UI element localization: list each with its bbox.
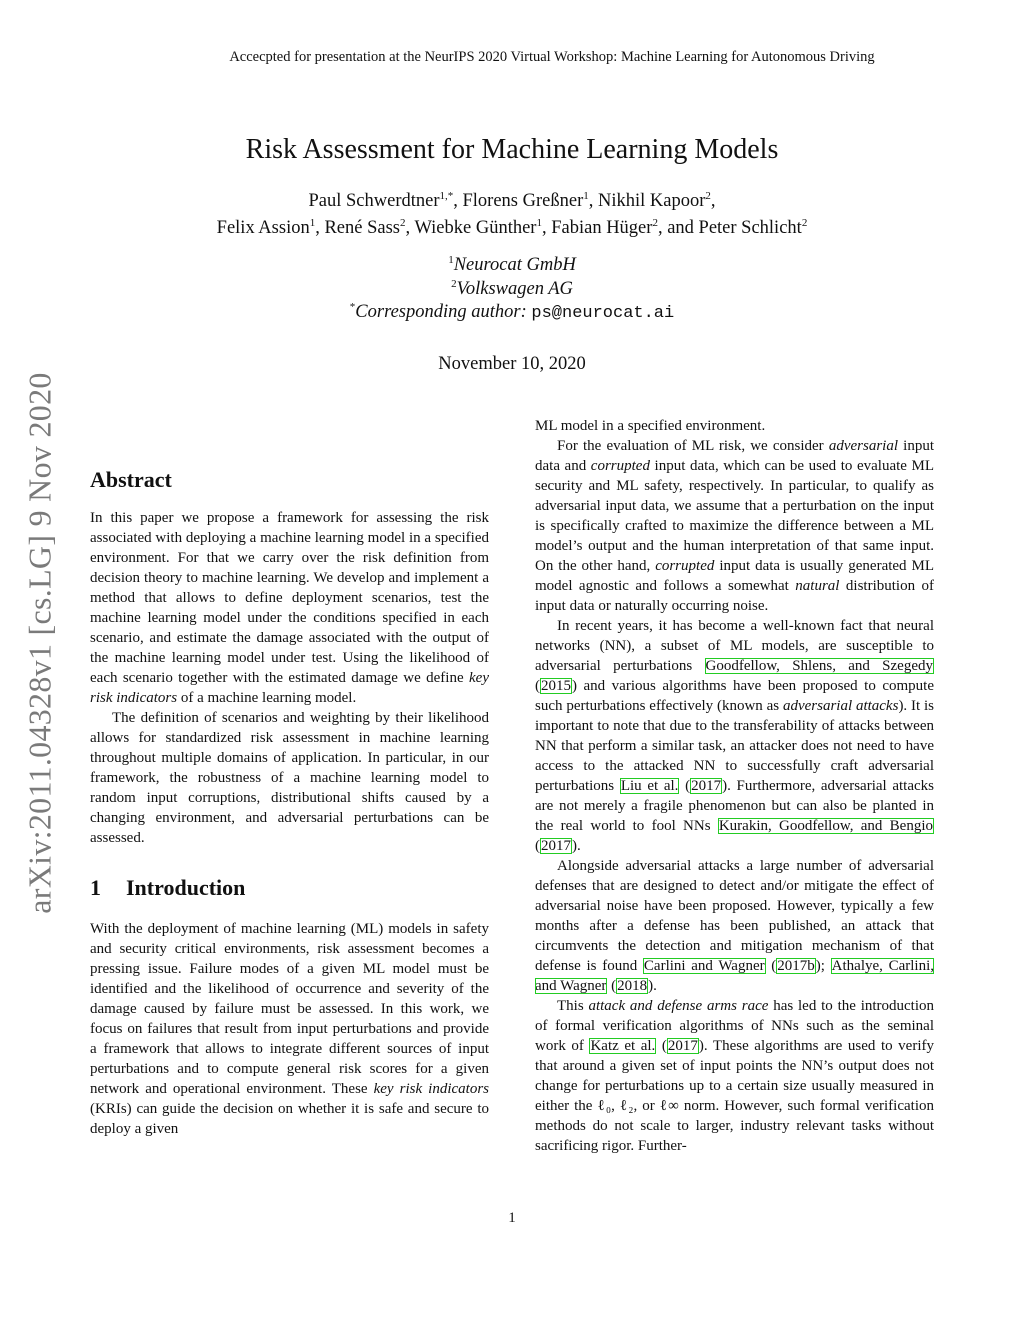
author-affil-sup: 1 <box>536 216 542 229</box>
author-list <box>0 188 1024 242</box>
affiliations <box>0 254 1024 326</box>
section-number: 1 <box>90 875 101 900</box>
abstract-heading: Abstract <box>90 467 172 492</box>
author-line-1 <box>0 188 1024 215</box>
citation-year-link[interactable]: 2017 <box>667 1038 698 1054</box>
emphasis: attack and defense arms race <box>588 998 769 1014</box>
emphasis: corrupted <box>655 558 715 574</box>
author-name: Paul Schwerdtner <box>308 191 440 211</box>
author-affil-sup: 1 <box>309 216 316 229</box>
author-affil-sup: 1,* <box>439 189 454 202</box>
affil-sup: 1 <box>448 253 454 266</box>
citation-year-link[interactable]: 2017 <box>541 838 571 854</box>
emphasis: key risk indicators <box>90 670 489 706</box>
text-run: (KRIs) can guide the decision on whether it is safe and secure to deploy a given <box>90 1101 489 1137</box>
author-sep: , <box>405 218 415 238</box>
paper-title: Risk Assessment for Machine Learning Models <box>245 134 779 165</box>
abstract-paragraph-2: The definition of scenarios and weighting by their likelihood allows for standardized risk assessment in machine learning throughout multiple domains of application. In particular, in our framework, the robustness of a machine learning model to random input corruptions, distributional shifts caused by a changing environment, and adversarial perturbations can be assessed. <box>90 710 489 846</box>
author-sep: , <box>453 191 463 211</box>
intro-heading <box>90 874 489 902</box>
continued-paragraph: ML model in a specified environment. <box>535 418 766 434</box>
author-affil-sup: 2 <box>705 189 711 202</box>
text-run: and various algorithms have been proposed to compute such perturbations effectively (known as <box>535 678 934 714</box>
email-link[interactable]: ps@neurocat.ai <box>531 304 675 323</box>
text-run: input data is usually generated ML model agnostic and follows a somewhat <box>535 558 935 594</box>
emphasis: adversarial <box>828 438 899 454</box>
text-run: distribution of input data or naturally occurring noise. <box>535 578 935 614</box>
emphasis: corrupted <box>590 458 650 474</box>
paper-date: November 10, 2020 <box>438 354 586 374</box>
affil-sup: 2 <box>451 277 457 290</box>
text-run: Alongside adversarial attacks a large number of adversarial defenses that are designed to detect and/or mitigate the effect of adversarial noise have been proposed. However, typically a few months after a defense has been published, an attack that circumvents the detection and mitigation mechanism of that defense is found <box>535 858 934 974</box>
citation-link[interactable]: Liu et al. <box>620 778 679 794</box>
author-sep: , <box>315 218 325 238</box>
author-sep: , <box>710 191 716 211</box>
arxiv-stamp <box>18 355 62 930</box>
citation-link[interactable]: Goodfellow, Shlens, and Szegedy <box>705 658 933 674</box>
author-affil-sup: 2 <box>400 216 406 229</box>
paragraph-adversarial: In recent years, it has become a well-known fact that neural networks (NN), a subset of ML models, are susceptible to adversarial perturbations Goodfellow, Shlens, and Szegedy (2015) and various algorithms have been proposed to compute such perturbations effectively (known as adversarial attacks). It is important to note that due to the transferability of attacks between NN that perform a similar task, an attacker does not need to have access to the attacked NN to successfully craft adversarial perturbations Liu et al. (2017). Furthermore, adversarial attacks are not merely a fragile phenomenon but can also be planted in the real world to fool NNs Kurakin, Goodfellow, and Bengio (2017). <box>535 618 935 854</box>
author-name: Felix Assion <box>216 218 310 238</box>
affil-name: Neurocat GmbH <box>453 255 576 275</box>
author-line-2 <box>0 215 1024 242</box>
citation-link[interactable]: Athalye, Carlini, and Wagner <box>535 958 935 994</box>
author-affil-sup: 2 <box>801 216 808 229</box>
author-name: Florens Greßner <box>462 191 584 211</box>
author-sep: , <box>541 218 552 238</box>
citation-year-link[interactable]: 2015 <box>541 678 571 694</box>
affiliation-2 <box>0 278 1024 302</box>
page-number: 1 <box>508 1210 516 1226</box>
corresponding-label: Corresponding author: <box>355 302 527 322</box>
text-run: For the evaluation of ML risk, we consider <box>557 438 824 454</box>
affiliation-1 <box>0 254 1024 278</box>
author-name: Peter Schlicht <box>698 218 802 238</box>
citation-year-link[interactable]: 2018 <box>617 978 648 994</box>
section-title: Introduction <box>126 875 246 900</box>
text-run: ; <box>820 958 825 974</box>
author-name: Wiebke Günther <box>414 218 537 238</box>
citation-link[interactable]: Kurakin, Goodfellow, and Bengio <box>718 818 933 834</box>
text-run: of a machine learning model. <box>180 690 357 706</box>
text-run: . <box>653 978 657 994</box>
citation-year-link[interactable]: 2017 <box>691 778 722 794</box>
citation-year-link[interactable]: 2017b <box>777 958 815 974</box>
left-column <box>90 460 489 1139</box>
author-sep: , <box>588 191 598 211</box>
emphasis: key risk indicators <box>373 1081 490 1097</box>
paragraph-risk-eval <box>535 436 934 616</box>
text-run: has led to the introduction of formal verification algorithms of NNs such as the seminal work of <box>535 998 935 1054</box>
text-run: This <box>557 998 584 1014</box>
author-name: Nikhil Kapoor <box>597 191 706 211</box>
emphasis: natural <box>795 578 840 594</box>
text-run: With the deployment of machine learning (ML) models in safety and security critical environments, risk assessment becomes a pressing issue. Failure modes of a given ML model must be identified and the likelihood of occurrence and severity of the damage caused by failure must be assessed. In this work, we focus on failures that result from input perturbations and provide a framework that allows to integrate different sources of input perturbations and to compute general risk scores for a given network and operational environment. These <box>90 921 489 1097</box>
venue-header: Accecpted for presentation at the NeurIPS 2020 Virtual Workshop: Machine Learning for Autonomous Driving <box>229 49 875 65</box>
text-run: In this paper we propose a framework for assessing the risk associated with deploying a machine learning model in a specified environment. For that we carry over the risk definition from decision theory to machine learning. We develop and implement a method that allows to define deployment scenarios, test the machine learning model under the conditions specified in each scenario, and estimate the damage associated with the output of the machine learning model under test. Using the likelihood of each scenario together with the estimated damage we define <box>90 510 489 686</box>
author-affil-sup: 2 <box>652 216 658 229</box>
abstract-paragraph-1 <box>90 508 489 708</box>
author-name: Fabian Hüger <box>551 218 653 238</box>
paragraph-verification: This attack and defense arms race has led to the introduction of formal verification algorithms of NNs such as the seminal work of Katz et al. (2017). These algorithms are used to verify that around a given set of input points the NN’s output does not change for perturbations up to a certain size usually measured in either the ℓ₀, ℓ₂, or ℓ∞ norm. However, such formal verification methods do not scale to larger, industry relevant tasks without sacrificing rigor. Further- <box>535 998 935 1154</box>
intro-paragraph-1 <box>90 919 489 1139</box>
affil-sup: * <box>349 300 356 313</box>
text-run: . Furthermore, adversarial attacks are not merely a fragile phenomenon but can also be planted in the real world to fool NNs <box>535 778 935 834</box>
emphasis: adversarial attacks <box>782 698 899 714</box>
text-run: . <box>577 838 581 854</box>
text-run: input data, which can be used to evaluate ML security and ML safety, respectively. In particular, to qualify as adversarial input data, we assume that a perturbation on the input is specifically crafted to maximize the difference between a ML model’s output and the human interpretation of that same input. On the other hand, <box>535 458 934 574</box>
affil-name: Volkswagen AG <box>456 278 573 299</box>
text-run: . These algorithms are used to verify that around a given set of input points the NN’s output does not change for perturbations up to a certain size usually measured in either the ℓ₀, ℓ₂, or ℓ∞ norm. However, such formal verification methods do not scale to larger, industry relevant tasks without sacrificing rigor. Further- <box>535 1038 935 1154</box>
text-run: ). It is important to note that due to the transferability of attacks between NN that perform a similar task, an attacker does not need to have access to the attacked NN to successfully craft adversarial perturbations <box>535 698 934 794</box>
author-name: René Sass <box>324 218 401 238</box>
corresponding-author <box>0 301 1024 326</box>
citation-link[interactable]: Carlini and Wagner <box>643 958 765 974</box>
citation-link[interactable]: Katz et al. <box>590 1038 656 1054</box>
author-affil-sup: 1 <box>583 189 589 202</box>
right-column <box>535 416 934 1156</box>
text-run: In recent years, it has become a well-known fact that neural networks (NN), a subset of ML models, are susceptible to adversarial perturbations <box>535 618 934 674</box>
paragraph-defenses: Alongside adversarial attacks a large number of adversarial defenses that are designed to detect and/or mitigate the effect of adversarial noise have been proposed. However, typically a few months after a defense has been published, an attack that circumvents the detection and mitigation mechanism of that defense is found Carlini and Wagner (2017b); Athalye, Carlini, and Wagner (2018). <box>535 858 935 994</box>
arxiv-stamp-text: arXiv:2011.04328v1 [cs.LG] 9 Nov 2020 <box>21 371 58 914</box>
text-run: input data and <box>535 438 935 474</box>
author-sep: , and <box>657 218 699 238</box>
